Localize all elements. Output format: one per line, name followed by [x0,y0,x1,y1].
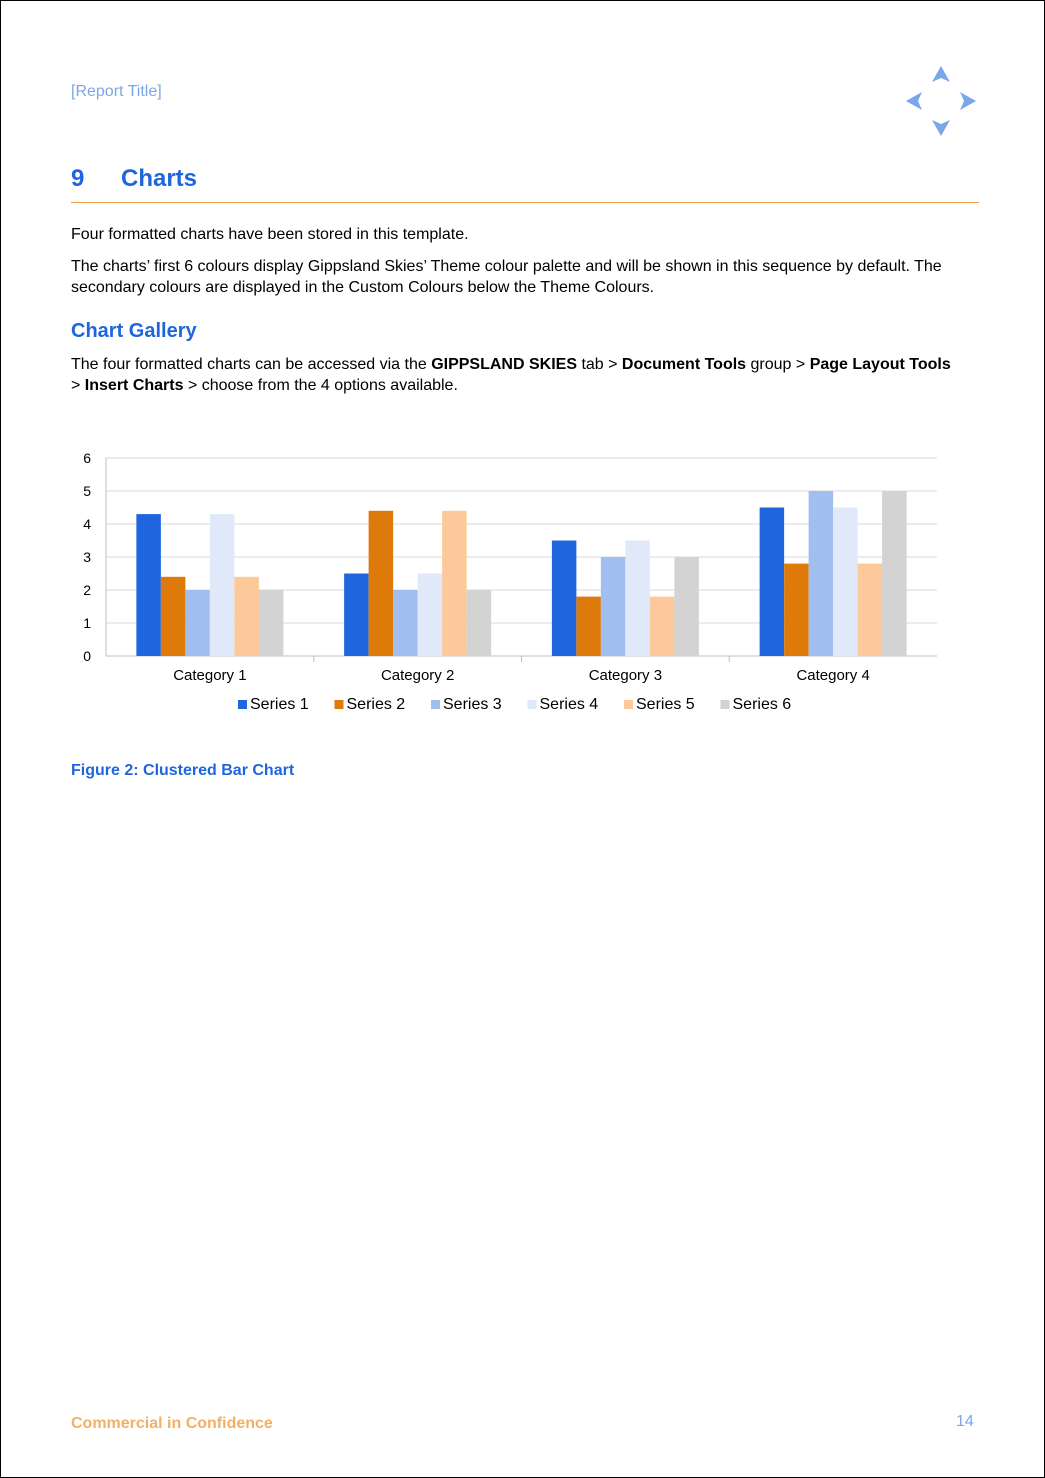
bar [234,577,259,656]
category-label: Category 1 [173,667,247,684]
y-tick-label: 2 [83,582,91,598]
section-heading [71,165,979,203]
gallery-text-1: The four formatted charts can be accessed via the [71,356,432,373]
gallery-bold-group: Document Tools [621,356,747,373]
bar [467,590,492,656]
clustered-bar-chart [71,441,951,731]
category-label: Category 2 [380,667,455,684]
bar [369,511,394,656]
y-tick-label: 4 [83,516,91,532]
bar [418,574,443,657]
legend-label: Series 6 [732,696,792,713]
gallery-text-2: tab > [577,356,622,373]
legend-label: Series 4 [539,696,599,713]
chart-svg [71,441,951,731]
compass-logo-icon [904,64,978,138]
legend-label: Series 5 [636,696,695,713]
gallery-text-4: > [71,377,85,394]
gallery-text-3: group > [746,356,810,373]
legend-swatch [624,700,633,709]
bar [882,491,907,656]
bar [393,590,418,656]
bar [442,511,467,656]
legend-swatch [335,700,344,709]
gallery-paragraph [71,354,951,396]
bar [552,541,577,657]
y-tick-label: 6 [83,450,91,466]
bar [674,557,699,656]
section-number: 9 [71,165,85,192]
bar [601,557,626,656]
bar [760,508,785,657]
legend-swatch [431,700,440,709]
figure-caption: Figure 2: Clustered Bar Chart [71,762,295,779]
gallery-bold-page-layout: Page Layout Tools [809,356,951,373]
legend-label: Series 2 [346,696,406,713]
gallery-bold-tab: GIPPSLAND SKIES [431,356,577,373]
gallery-bold-insert-charts: Insert Charts [84,377,184,394]
y-tick-label: 5 [83,483,91,499]
bar [259,590,284,656]
page-number: 14 [956,1413,974,1430]
legend-label: Series 3 [443,696,502,713]
legend-swatch [528,700,537,709]
y-tick-label: 3 [83,549,91,565]
y-tick-label: 0 [83,648,91,664]
footer-confidentiality: Commercial in Confidence [71,1415,273,1432]
bar [650,597,675,656]
bar [784,564,809,656]
bar [625,541,650,657]
gallery-text-5: > choose from the 4 options available. [183,377,458,394]
bar [136,514,161,656]
bar [809,491,834,656]
bar [833,508,858,657]
report-title: [Report Title] [71,83,162,100]
legend-swatch [238,700,247,709]
bar [344,574,369,657]
section-title: Charts [121,165,198,192]
bar [858,564,883,656]
bar [161,577,186,656]
chart-gallery-heading: Chart Gallery [71,320,197,342]
bar [576,597,601,656]
intro-paragraph: Four formatted charts have been stored in this template. [71,226,469,243]
legend-label: Series 1 [250,696,309,713]
category-label: Category 3 [588,667,663,684]
y-tick-label: 1 [83,615,91,631]
bar [185,590,210,656]
category-label: Category 4 [796,667,870,684]
palette-paragraph: The charts’ first 6 colours display Gippsland Skies’ Theme colour palette and will be shown in this sequence by default. The secondary colours are displayed in the Custom Colours below the Theme Colours. [71,258,942,296]
bar [210,514,235,656]
legend-swatch [721,700,730,709]
